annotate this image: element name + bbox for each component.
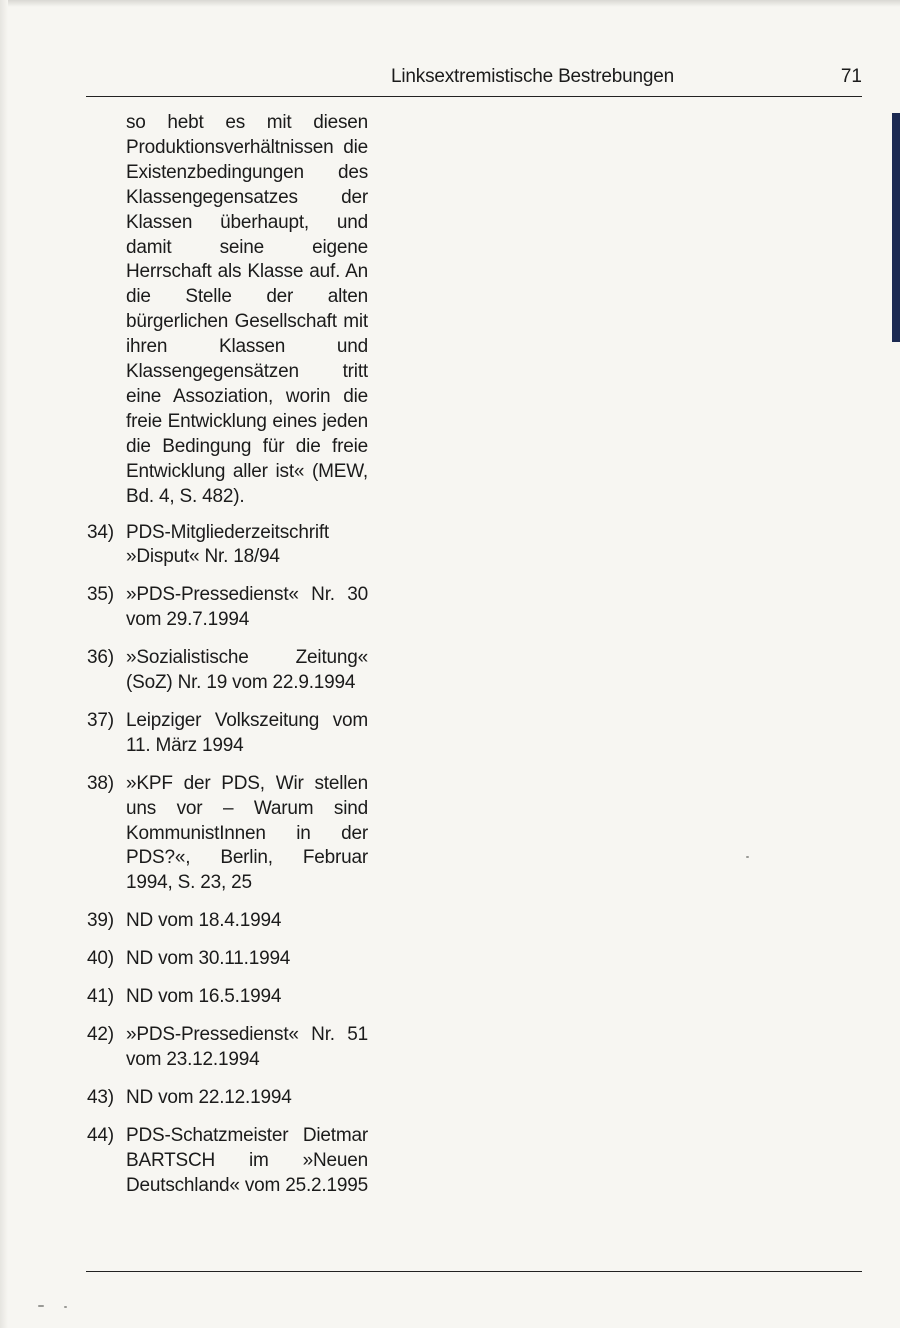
running-header-title: Linksextremistische Bestrebungen [391,66,674,87]
endnote-text: PDS-Schatzmeister Dietmar BARTSCH im »Neuen Deutschland« vom 25.2.1995 [126,1124,368,1196]
endnote [86,909,368,934]
page-top-edge [0,0,900,7]
endnote-text: »KPF der PDS, Wir stellen uns vor – Warum sind KommunistInnen in der PDS?«, Berlin, Februar 1994, S. 23, 25 [126,772,368,894]
endnote-text: Leipziger Volkszeitung vom 11. März 1994 [126,709,368,756]
endnote-number: 41) [87,986,114,1008]
endnote [86,1023,368,1073]
endnote-number: 37) [87,709,114,731]
page-number: 71 [840,66,862,87]
endnote-text: ND vom 22.12.1994 [126,1086,292,1108]
chapter-edge-marker [892,113,900,342]
endnote-number: 40) [87,948,114,970]
endnote [86,947,368,972]
footer-rule [86,1271,862,1272]
endnote [86,583,368,633]
endnote [86,1086,368,1111]
endnote-text: ND vom 18.4.1994 [126,910,282,932]
note-33-continuation: so hebt es mit diesen Produktionsverhältnissen die Existenzbedingungen des Klassengegensatzes der Klassen überhaupt, und damit seine eigene Herrschaft als Klasse auf. An die Stelle der alten bürgerlichen Gesellschaft mit ihren Klassen und Klassengegensätzen tritt eine Assoziation, worin die freie Entwicklung eines jeden die Bedingung für die freie Entwicklung aller ist« (MEW, Bd. 4, S. 482). [126,112,368,507]
page-left-edge [0,0,8,1328]
endnote-text: PDS-Mitgliederzeitschrift »Disput« Nr. 18/94 [126,521,329,568]
endnote [86,646,368,696]
endnote [86,985,368,1010]
endnote-number: 36) [87,647,114,669]
endnote-text: »PDS-Pressedienst« Nr. 51 vom 23.12.1994 [126,1024,368,1070]
scan-speck [64,1306,67,1308]
endnote [86,1124,368,1199]
endnote [86,772,368,897]
endnote-number: 35) [87,584,114,606]
running-header [86,64,862,97]
endnote-text: ND vom 16.5.1994 [126,986,282,1008]
endnote-text: ND vom 30.11.1994 [126,948,291,970]
endnote-number: 39) [87,910,114,932]
scan-speck [38,1305,44,1307]
endnote [86,521,368,571]
scan-speck [746,856,749,858]
endnote-text: »Sozialistische Zeitung« (SoZ) Nr. 19 vom 22.9.1994 [126,647,368,694]
endnote-number: 34) [87,521,114,543]
endnote-number: 44) [87,1124,114,1146]
endnote-text: »PDS-Pressedienst« Nr. 30 vom 29.7.1994 [126,584,368,631]
endnote-number: 38) [87,772,114,794]
endnote-number: 42) [87,1024,114,1045]
endnote [86,709,368,759]
endnote-number: 43) [87,1086,114,1108]
endnotes-column [86,111,368,1211]
